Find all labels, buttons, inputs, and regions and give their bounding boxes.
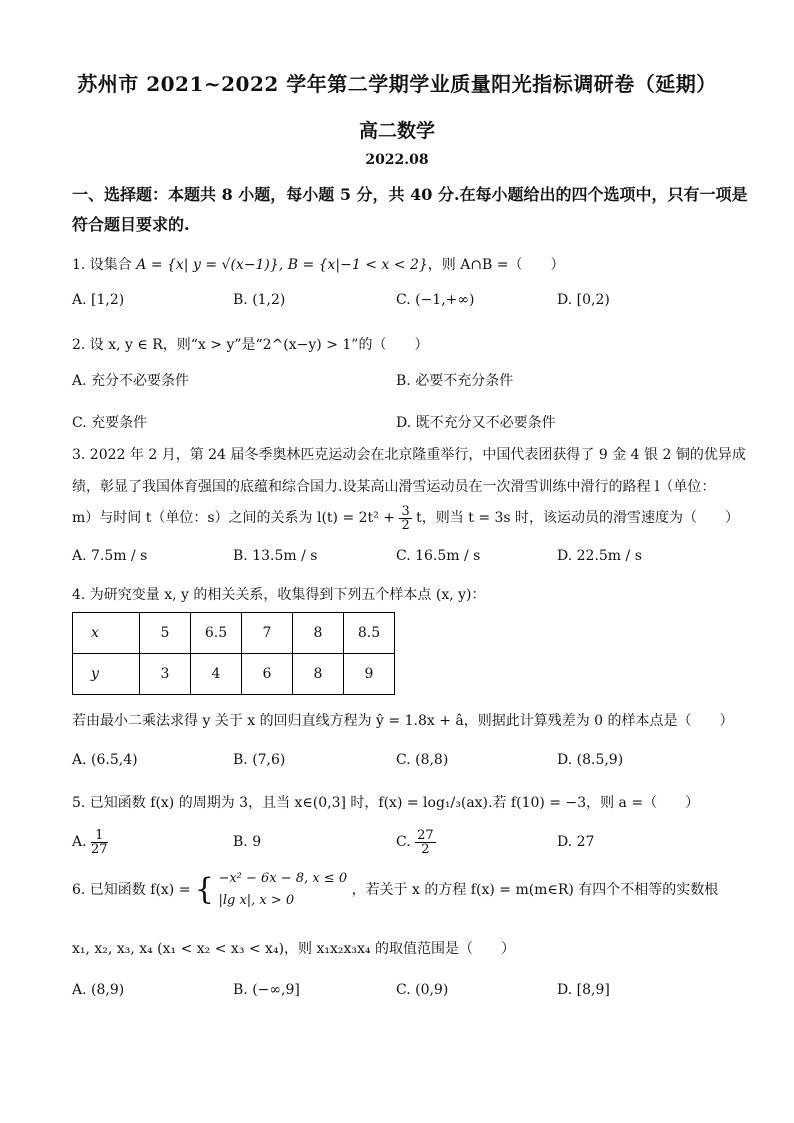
q2-option-b[interactable]: B. 必要不充分条件	[396, 373, 514, 389]
q1-option-b[interactable]: B. (1,2)	[233, 292, 286, 308]
table-cell: 8	[293, 613, 344, 654]
q4-option-a[interactable]: A. (6.5,4)	[72, 752, 138, 768]
q5-a-num: 1	[91, 829, 108, 843]
q4-option-d[interactable]: D. (8.5,9)	[557, 752, 624, 768]
table-cell: 6.5	[191, 613, 242, 654]
q1-option-a[interactable]: A. [1,2)	[72, 292, 125, 308]
table-cell: 8	[293, 654, 344, 695]
section-heading-line1: 一、选择题：本题共 8 小题，每小题 5 分，共 40 分.在每小题给出的四个选项中，只有一项是	[72, 185, 748, 204]
q1-prefix: 1. 设集合	[72, 257, 132, 273]
table-cell: x	[73, 613, 140, 654]
q6-option-b[interactable]: B. (−∞,9]	[233, 982, 300, 998]
q5-option-a-fraction	[91, 829, 108, 856]
q3-stem-line3	[72, 500, 739, 536]
q2-option-c[interactable]: C. 充要条件	[72, 415, 148, 431]
q5-c-num: 27	[417, 827, 434, 843]
q3-stem-line1: 3. 2022 年 2 月，第 24 届冬季奥林匹克运动会在北京隆重举行，中国代表团获得了 9 金 4 银 2 铜的优异成	[72, 447, 746, 463]
q5-option-a[interactable]	[72, 824, 108, 860]
exam-subject: 高二数学	[358, 120, 435, 142]
q2-option-d[interactable]: D. 既不充分又不必要条件	[396, 415, 556, 431]
q3-line3-b: t，则当 t = 3s 时，该运动员的滑雪速度为（ ）	[416, 510, 740, 526]
q3-option-b[interactable]: B. 13.5m / s	[233, 548, 318, 564]
section-heading-line2: 符合题目要求的.	[72, 215, 190, 234]
q1-stem	[72, 254, 565, 274]
q4-stem: 4. 为研究变量 x, y 的相关关系，收集得到下列五个样本点 (x, y)：	[72, 587, 486, 603]
table-row	[73, 654, 395, 695]
q6-prefix: 6. 已知函数 f(x) =	[72, 882, 191, 898]
q5-option-a-label: A.	[72, 834, 87, 850]
q6-option-d[interactable]: D. [8,9]	[557, 982, 610, 998]
q6-case-1: −x² − 6x − 8, x ≤ 0	[218, 871, 348, 886]
table-row	[73, 613, 395, 654]
q5-option-d[interactable]: D. 27	[557, 834, 595, 850]
q6-option-c[interactable]: C. (0,9)	[396, 982, 449, 998]
q3-fraction	[399, 505, 411, 532]
q5-option-c-fraction	[415, 829, 436, 856]
q1-option-c[interactable]: C. (−1,+∞)	[396, 292, 475, 308]
q5-a-den: 27	[91, 841, 108, 857]
q3-frac-den: 2	[401, 517, 410, 533]
q6-case-2: |lg x|, x > 0	[218, 893, 295, 908]
q3-option-a[interactable]: A. 7.5m / s	[72, 548, 148, 564]
q3-option-c[interactable]: C. 16.5m / s	[396, 548, 481, 564]
q4-option-c[interactable]: C. (8,8)	[396, 752, 449, 768]
table-cell: 4	[191, 654, 242, 695]
q6-piecewise-cases	[218, 868, 347, 912]
table-cell: y	[73, 654, 140, 695]
q6-stem	[72, 868, 718, 912]
q1-suffix: ，则 A∩B =（ ）	[427, 257, 565, 273]
q2-option-a[interactable]: A. 充分不必要条件	[72, 373, 190, 389]
table-cell: 6	[242, 654, 293, 695]
q3-option-d[interactable]: D. 22.5m / s	[557, 548, 642, 564]
q3-stem-line2: 绩，彰显了我国体育强国的底蕴和综合国力.设某高山滑雪运动员在一次滑雪训练中滑行的路程 l（单位：	[72, 479, 716, 495]
q1-set-b: , B = {x|−1 < x < 2}	[278, 257, 428, 273]
table-cell: 5	[140, 613, 191, 654]
table-cell: 9	[344, 654, 395, 695]
q5-c-den: 2	[421, 841, 430, 857]
exam-date: 2022.08	[365, 152, 429, 168]
q2-stem: 2. 设 x, y ∈ R，则“x > y”是“2^(x−y) > 1”的（ ）	[72, 337, 429, 353]
q3-frac-num: 3	[401, 503, 410, 519]
q6-stem-line2: x₁, x₂, x₃, x₄ (x₁ < x₂ < x₃ < x₄)，则 x₁x₂x₃x₄ 的取值范围是（ ）	[72, 941, 515, 957]
q5-option-c[interactable]	[396, 824, 436, 860]
left-brace-icon: {	[194, 872, 214, 907]
exam-title: 苏州市 2021~2022 学年第二学期学业质量阳光指标调研卷（延期）	[77, 72, 717, 96]
q6-option-a[interactable]: A. (8,9)	[72, 982, 125, 998]
q1-option-d[interactable]: D. [0,2)	[557, 292, 610, 308]
q6-suffix: ，若关于 x 的方程 f(x) = m(m∈R) 有四个不相等的实数根	[351, 882, 719, 898]
table-cell: 8.5	[344, 613, 395, 654]
q3-line3-a: m）与时间 t（单位：s）之间的关系为 l(t) = 2t² +	[72, 510, 395, 526]
q1-set-a: A = {x| y = √(x−1)}	[136, 257, 279, 273]
q5-stem: 5. 已知函数 f(x) 的周期为 3，且当 x∈(0,3] 时，f(x) = log₁/₃(ax).若 f(10) = −3，则 a =（ ）	[72, 795, 700, 811]
q4-option-b[interactable]: B. (7,6)	[233, 752, 286, 768]
table-cell: 3	[140, 654, 191, 695]
q5-option-b[interactable]: B. 9	[233, 834, 262, 850]
q4-question: 若由最小二乘法求得 y 关于 x 的回归直线方程为 ŷ = 1.8x + â，则据此计算残差为 0 的样本点是（ ）	[72, 713, 734, 729]
table-cell: 7	[242, 613, 293, 654]
q4-sample-table	[72, 612, 395, 695]
q5-option-c-label: C.	[396, 834, 411, 850]
